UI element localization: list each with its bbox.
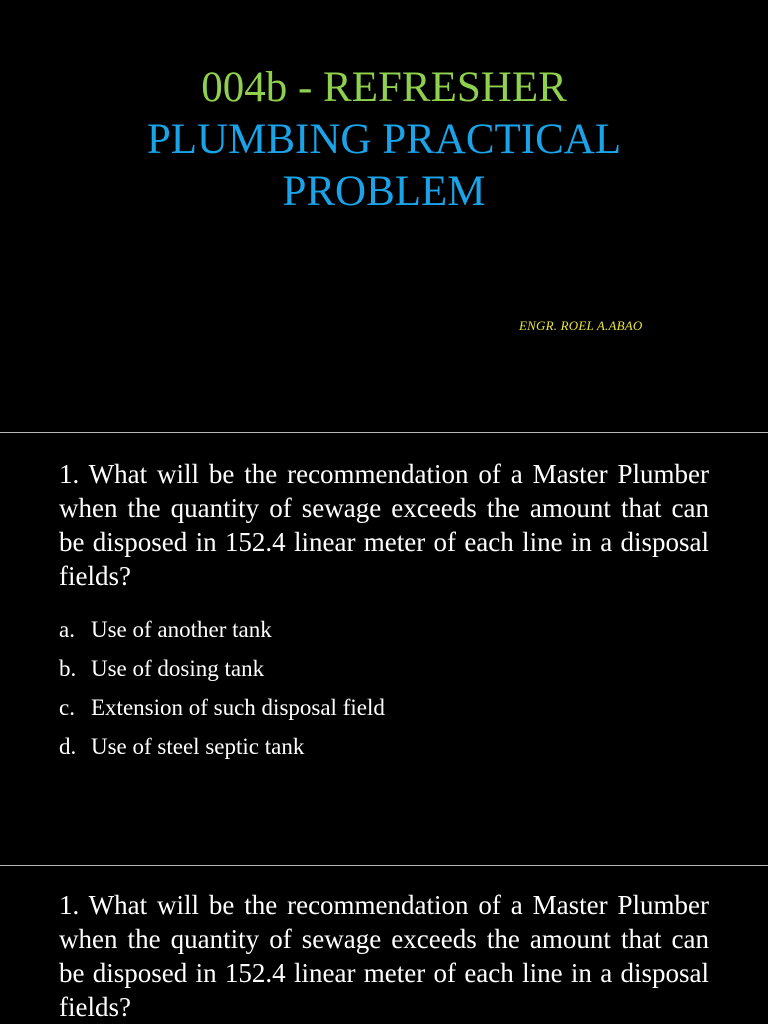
choice-letter: d. [59, 734, 77, 759]
choice-text: Use of dosing tank [91, 656, 265, 681]
choice-item [59, 688, 709, 727]
slide-title [0, 62, 768, 218]
choice-letter: b. [59, 656, 77, 681]
choice-item [59, 610, 709, 649]
choice-item [59, 649, 709, 688]
choice-letter: c. [59, 695, 75, 720]
question-slide-partial [0, 866, 768, 1024]
choice-letter: a. [59, 617, 75, 642]
title-line-1: 004b - REFRESHER [201, 64, 567, 111]
question-text: 1. What will be the recommendation of a Master Plumber when the quantity of sewage exceeds the amount that can be disposed in 152.4 linear meter of each line in a disposal fields? [59, 890, 709, 1022]
title-line-3: PROBLEM [282, 168, 486, 215]
title-slide [0, 0, 768, 432]
choice-text: Use of another tank [91, 617, 272, 642]
choice-item [59, 727, 709, 766]
choice-text: Use of steel septic tank [91, 734, 305, 759]
choice-list [59, 610, 709, 766]
question-text: 1. What will be the recommendation of a Master Plumber when the quantity of sewage exceeds the amount that can be disposed in 152.4 linear meter of each line in a disposal fields? [59, 459, 709, 591]
question-slide [0, 433, 768, 865]
title-line-2: PLUMBING PRACTICAL [146, 116, 622, 163]
choice-text: Extension of such disposal field [91, 695, 385, 720]
author-name: ENGR. ROEL A.ABAO [519, 318, 643, 333]
